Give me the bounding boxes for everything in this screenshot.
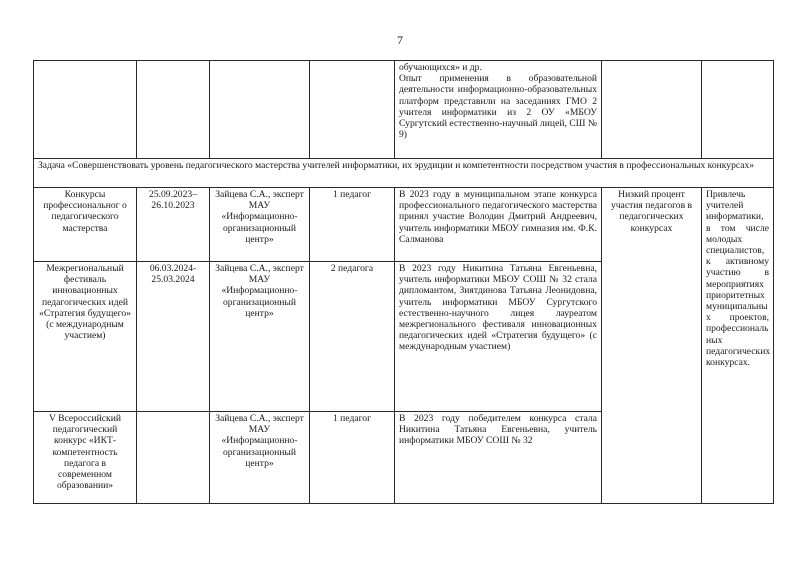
participants-cell: [310, 61, 395, 159]
problem-text: Низкий процент участия педагогов в педагогических конкурсах: [602, 188, 702, 504]
results-text: обучающихся» и др.: [399, 62, 482, 73]
page-number: 7: [397, 33, 403, 47]
responsible-cell: [210, 61, 310, 159]
work-plan-table: [33, 60, 774, 504]
solution-text: Привлечь учителей информатики, в том числе молодых специалистов, к активному участию в мероприятиях приоритетных муниципальны х проектов, профессиональ ных педагогических конкурсах.: [702, 188, 774, 504]
event-participants: 1 педагог: [310, 412, 395, 504]
event-dates: [137, 412, 210, 504]
task-text: Задача «Совершенствовать уровень педагогического мастерства учителей информатики, их эрудиции и компетентности посредством участия в профессиональных конкурсах»: [34, 159, 774, 188]
event-participants: 1 педагог: [310, 188, 395, 262]
event-name: V Всероссийский педагогический конкурс «ИКТ-компетентность педагога в современном образовании»: [34, 412, 137, 504]
event-cell: [34, 61, 137, 159]
event-results: В 2023 году в муниципальном этапе конкурса профессионального педагогического мастерства принял участие Володин Дмитрий Андреевич, учитель информатики МБОУ гимназия им. Ф.К. Салманова: [395, 188, 602, 262]
problem-cell: [602, 61, 702, 159]
solution-cell: [702, 61, 774, 159]
event-responsible: Зайцева С.А., эксперт МАУ «Информационно-организационный центр»: [210, 262, 310, 412]
event-name: Межрегиональный фестиваль инновационных педагогических идей «Стратегия будущего» (с международным участием): [34, 262, 137, 412]
continuation-row: [34, 61, 774, 159]
results-cell: [395, 61, 602, 159]
event-responsible: Зайцева С.А., эксперт МАУ «Информационно-организационный центр»: [210, 412, 310, 504]
event-dates: 25.09.2023– 26.10.2023: [137, 188, 210, 262]
table-row: [34, 188, 774, 262]
results-text: Опыт применения в образовательной деятельности информационно-образовательных платформ представили на заседаниях ГМО 2 учителя информатики из 2 ОУ «МБОУ Сургутский естественно-научный лицей, СШ № 9): [399, 73, 597, 141]
event-responsible: Зайцева С.А., эксперт МАУ «Информационно-организационный центр»: [210, 188, 310, 262]
event-dates: 06.03.2024- 25.03.2024: [137, 262, 210, 412]
event-results: В 2023 году победителем конкурса стала Никитина Татьяна Евгеньевна, учитель информатики МБОУ СОШ № 32: [395, 412, 602, 504]
task-row: [34, 159, 774, 188]
event-results: В 2023 году Никитина Татьяна Евгеньевна, учитель информатики МБОУ СОШ № 32 стала дипломантом, Зиятдинова Татьяна Леонидовна, учитель информатики МБОУ Сургутского естественно-научного лицея лауреатом межрегионального фестиваля инновационных педагогических идей «Стратегия будущего» (с международным участием): [395, 262, 602, 412]
event-participants: 2 педагога: [310, 262, 395, 412]
dates-cell: [137, 61, 210, 159]
event-name: Конкурсы профессиональног о педагогического мастерства: [34, 188, 137, 262]
